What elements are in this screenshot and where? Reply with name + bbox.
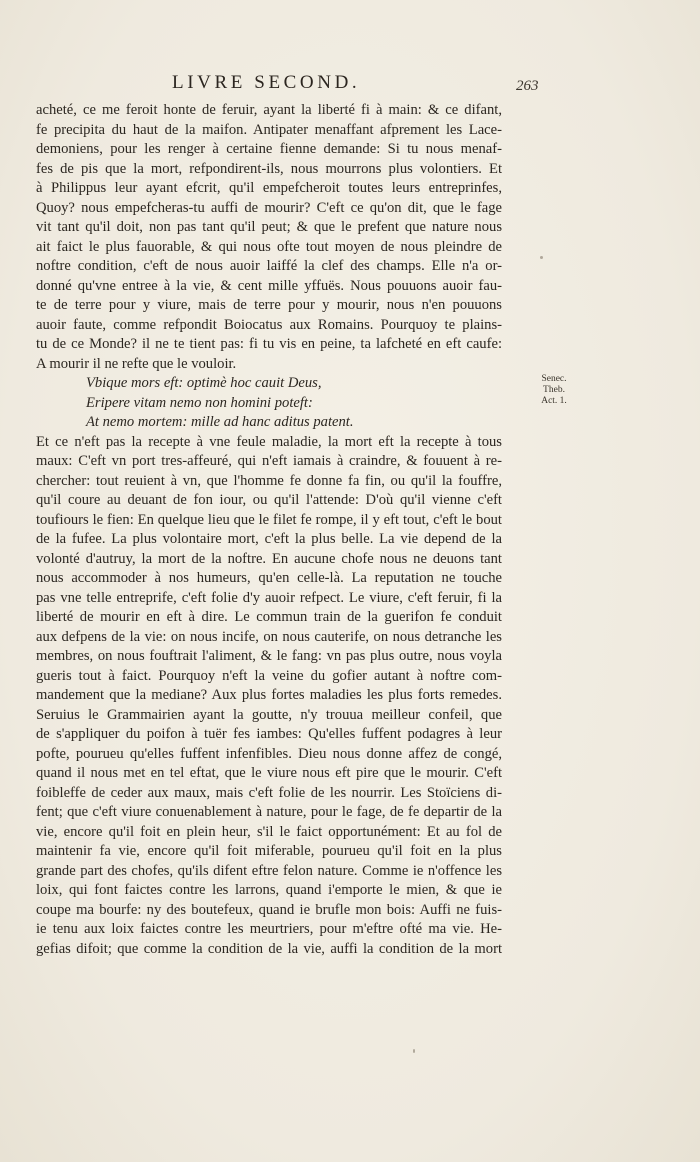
text-line: maux: C'eft vn port tres-affeuré, qui n'eft iamais à craindre, & fouuent à re- xyxy=(36,453,502,469)
text-line: coupe ma bourfe: ny des boutefeux, quand ie brufle mon bois: Auffi ne fuis- xyxy=(36,901,502,918)
text-line: nous accommoder à nos humeurs, qu'en celle-là. La reputation ne touche xyxy=(36,570,502,586)
paper-blemish xyxy=(413,1049,415,1053)
margin-note-line: Act. 1. xyxy=(541,396,567,406)
text-line: vit tant qu'il doit, non pas tant qu'il peut; & que le prefent que nature nous xyxy=(36,219,502,235)
text-line: foibleffe de ceder aux maux, mais c'eft folie de les nourrir. Les Stoïciens di- xyxy=(36,784,502,801)
text-line: Quoy? nous empefcheras-tu auffi de mourir? C'eft ce qu'on dit, que le fage xyxy=(36,199,502,216)
text-line: membres, on nous fouftrait l'aliment, & le fang: vn pas plus outre, nous voyla xyxy=(36,648,502,664)
text-line: gefias difoit; que comme la condition de la vie, auffi la condition de la mort xyxy=(36,940,502,957)
text-line: ait faict le plus fauorable, & qui nous ofte tout moyen de nous pleindre de xyxy=(36,238,502,255)
text-line: grande part des chofes, qu'ils difent eftre felon nature. Comme ie n'offence les xyxy=(36,862,502,879)
verse-line: Vbique mors eft: optimè hoc cauit Deus, xyxy=(86,375,322,391)
paragraph-1 xyxy=(36,101,502,374)
verse-line: Eripere vitam nemo non homini poteft: xyxy=(86,394,313,411)
text-line: aux defpens de la vie: on nous incife, on nous cauterife, on nous detranche les xyxy=(36,628,502,645)
margin-note-line: Theb. xyxy=(543,385,565,395)
text-line: fe precipita du haut de la maifon. Antipater menaffant afprement les Lace- xyxy=(36,121,502,138)
text-line: vie, encore qu'il foit en plein heur, s'il le faict opportunément: Et au fol de xyxy=(36,823,502,840)
text-line: fent; que c'eft viure conuenablement à nature, pour le fage, de fe departir de la xyxy=(36,804,502,820)
text-line: ie tenu aux loix faictes contre les meurtriers, pour m'eftre ofté ma vie. He- xyxy=(36,921,502,937)
text-line: à Philippus leur ayant efcrit, qu'il empefcheroit toutes leurs entreprinfes, xyxy=(36,180,502,196)
text-line: maintenir fa vie, encore qu'il foit miferable, pourueu qu'il foit en la plus xyxy=(36,843,502,859)
text-line: mandement que la mediane? Aux plus fortes maladies les plus forts remedes. xyxy=(36,687,502,703)
main-text xyxy=(36,101,502,959)
running-title: LIVRE SECOND. xyxy=(172,72,361,93)
text-line: toufiours le fien: En quelque lieu que le filet fe rompe, il y eft tout, c'eft le bout xyxy=(36,511,502,528)
text-line: quand il nous met en tel eftat, que le viure nous eft pire que le mourir. C'eft xyxy=(36,765,502,781)
running-head xyxy=(0,72,700,98)
text-line: fes de pis que la mort, refpondirent-ils, nous mourrons plus volontiers. Et xyxy=(36,160,502,177)
text-line: A mourir il ne refte que le vouloir. xyxy=(36,355,237,372)
text-line: auoir faute, comme refpondit Boiocatus aux Romains. Pourquoy te plains- xyxy=(36,316,502,333)
text-line: gueris tout à faict. Pourquoy n'eft la veine du gofier autant à noftre com- xyxy=(36,667,502,684)
latin-verse xyxy=(36,374,502,433)
text-line: volonté d'autruy, la mort de la noftre. En aucune chofe nous ne deuons tant xyxy=(36,550,502,567)
text-line: chercher: tout reuient à vn, que l'homme fe donne fa fin, ou qu'il la fouffre, xyxy=(36,472,502,489)
text-line: Et ce n'eft pas la recepte à vne feule maladie, la mort eft la recepte à tous xyxy=(36,433,502,450)
text-line: loix, qui font faictes contre les larrons, quand i'emporte le mien, & que ie xyxy=(36,882,502,898)
text-line: pas vne telle entreprife, c'eft folie d'y auoir refpect. Le viure, c'eft feruir, fi la xyxy=(36,589,502,606)
margin-note-line: Senec. xyxy=(541,374,567,384)
text-line: de s'appliquer du poifon à tuër fes iambes: Qu'elles fuffent podagres à leur xyxy=(36,726,502,742)
text-line: de la fufee. La plus volontaire mort, c'eft la plus belle. La vie depend de la xyxy=(36,531,502,547)
text-line: noftre condition, c'eft de nous auoir laiffé la clef des champs. Elle n'a or- xyxy=(36,258,502,274)
text-line: qu'il coure au deuant de fon iour, ou qu'il l'attende: D'où qu'il vienne c'eft xyxy=(36,492,502,508)
paragraph-2 xyxy=(36,433,502,960)
page-number: 263 xyxy=(516,78,539,94)
text-line: acheté, ce me feroit honte de feruir, ayant la liberté fi à main: & ce difant, xyxy=(36,102,502,118)
margin-note xyxy=(524,374,584,407)
text-line: liberté de mourir en eft à dire. Le commun train de la guerifon fe conduit xyxy=(36,609,502,625)
text-line: tu de ce Monde? il ne te tient pas: fi tu vis en peine, ta lafcheté en eft caufe: xyxy=(36,336,502,352)
paper-blemish xyxy=(540,256,543,259)
text-line: pofte, pourueu qu'elles fuffent infenfibles. Dieu nous donne affez de congé, xyxy=(36,745,502,762)
text-line: te de terre pour y viure, mais de terre pour y mourir, nous n'en pouuons xyxy=(36,297,502,313)
text-line: Seruius le Grammairien ayant la goutte, n'y trouua meilleur confeil, que xyxy=(36,706,502,723)
verse-line: At nemo mortem: mille ad hanc aditus patent. xyxy=(86,414,354,430)
text-line: demoniens, pour les renger à certaine fienne demande: Si tu nous menaf- xyxy=(36,141,502,157)
text-line: donné qu'vne entree à la vie, & cent mille yffuës. Nous pouuons auoir fau- xyxy=(36,277,502,294)
